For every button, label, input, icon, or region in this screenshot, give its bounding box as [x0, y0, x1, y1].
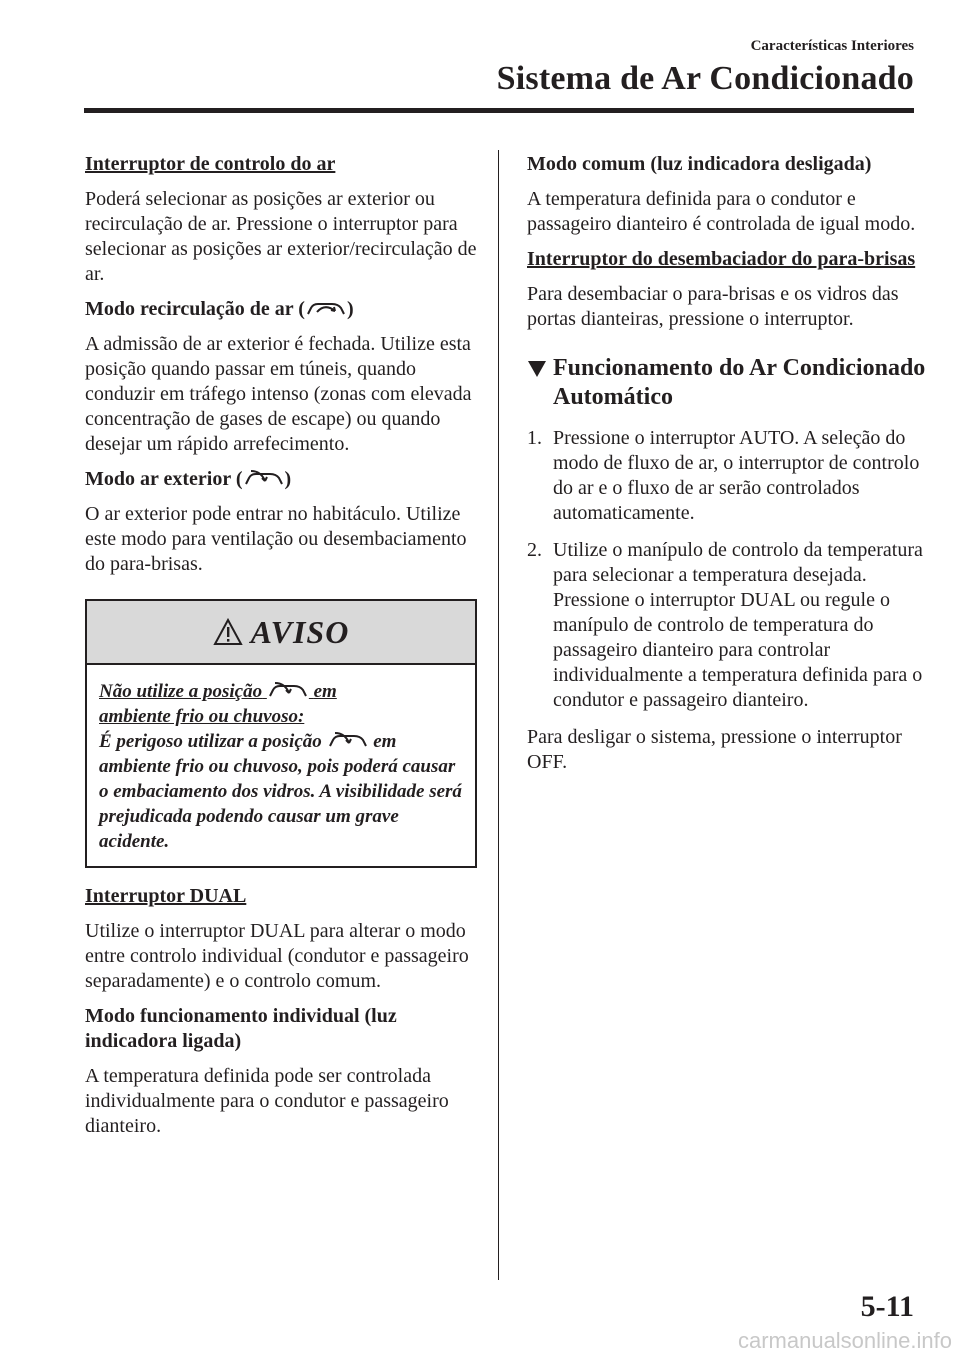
section-heading — [527, 354, 927, 412]
warning-line-1-pre: Não utilize a posição — [99, 681, 263, 702]
warning-line-3-pre: É perigoso utilizar a posição — [99, 731, 322, 752]
warning-line-3-post: em ambiente frio ou chuvoso, pois poderá causar o embaciamento dos vidros. A visibilidade será prejudicada podendo causar um grave acidente. — [99, 731, 462, 852]
warning-triangle-icon — [213, 618, 243, 646]
warning-title: AVISO — [250, 613, 350, 650]
outside-air-icon — [267, 681, 309, 701]
step-number: 1. — [527, 427, 542, 449]
warning-box — [85, 599, 477, 868]
recirc-heading-text: Modo recirculação de ar ( — [85, 298, 305, 320]
page-number: 5-11 — [860, 1290, 914, 1323]
left-column — [85, 152, 477, 1149]
outside-air-icon — [327, 731, 369, 751]
recirc-heading — [85, 297, 477, 322]
defrost-heading: Interruptor do desembaciador do para-brisas — [527, 248, 916, 270]
outside-heading-close: ) — [284, 468, 292, 490]
outside-heading-text: Modo ar exterior ( — [85, 468, 243, 490]
down-triangle-icon — [527, 360, 547, 378]
chapter-subtitle: Características Interiores — [750, 38, 914, 54]
header-rule — [84, 108, 914, 113]
outside-text: O ar exterior pode entrar no habitáculo. Utilize este modo para ventilação ou desembaciamento do para-brisas. — [85, 503, 467, 575]
off-text: Para desligar o sistema, pressione o interruptor OFF. — [527, 726, 902, 773]
column-divider — [498, 150, 499, 1280]
step-text: Pressione o interruptor AUTO. A seleção do modo de fluxo de ar, o interruptor de controlo do ar e o fluxo de ar serão controlados automaticamente. — [553, 427, 920, 524]
defrost-text: Para desembaciar o para-brisas e os vidros das portas dianteiras, pressione o interruptor. — [527, 283, 899, 330]
outside-air-icon — [243, 469, 285, 489]
dual-heading: Interruptor DUAL — [85, 885, 247, 907]
right-column — [527, 152, 927, 785]
step-number: 2. — [527, 539, 542, 561]
common-heading: Modo comum (luz indicadora desligada) — [527, 153, 872, 175]
air-switch-heading: Interruptor de controlo do ar — [85, 153, 336, 175]
warning-line-3 — [99, 731, 462, 852]
steps-list — [527, 426, 927, 713]
recirc-text: A admissão de ar exterior é fechada. Utilize esta posição quando passar em túneis, quando conduzir em tráfego intenso (zonas com elevada concentração de gases de escape) ou quando desejar um rápido arrefecimento. — [85, 333, 472, 455]
air-switch-text: Poderá selecionar as posições ar exterior ou recirculação de ar. Pressione o interruptor para selecionar as posições ar exterior/recirculação de ar. — [85, 188, 477, 285]
recirc-heading-close: ) — [346, 298, 354, 320]
warning-body — [87, 665, 475, 866]
section-title: Funcionamento do Ar Condicionado Automático — [553, 355, 926, 410]
step-text: Utilize o manípulo de controlo da temperatura para selecionar a temperatura desejada. Pressione o interruptor DUAL ou regule o manípulo de controlo de temperatura do passageiro dianteiro para controlar individualmente a temperatura definida para o condutor e passageiro dianteiro. — [553, 539, 923, 711]
warning-line-1-post: em — [313, 681, 337, 702]
dual-text: Utilize o interruptor DUAL para alterar o modo entre controlo individual (condutor e passageiro separadamente) e o controlo comum. — [85, 920, 469, 992]
warning-line-2: ambiente frio ou chuvoso: — [99, 706, 305, 727]
list-item — [527, 426, 927, 526]
recirculation-icon — [305, 299, 347, 319]
page-title: Sistema de Ar Condicionado — [496, 60, 914, 97]
common-text: A temperatura definida para o condutor e passageiro dianteiro é controlada de igual modo. — [527, 188, 916, 235]
outside-heading — [85, 467, 477, 492]
watermark: carmanualsonline.info — [737, 1328, 952, 1353]
individual-text: A temperatura definida pode ser controlada individualmente para o condutor e passageiro dianteiro. — [85, 1065, 449, 1137]
individual-heading: Modo funcionamento individual (luz indicadora ligada) — [85, 1005, 397, 1052]
list-item — [527, 538, 927, 713]
warning-line-1 — [99, 679, 463, 704]
warning-header — [87, 601, 475, 665]
